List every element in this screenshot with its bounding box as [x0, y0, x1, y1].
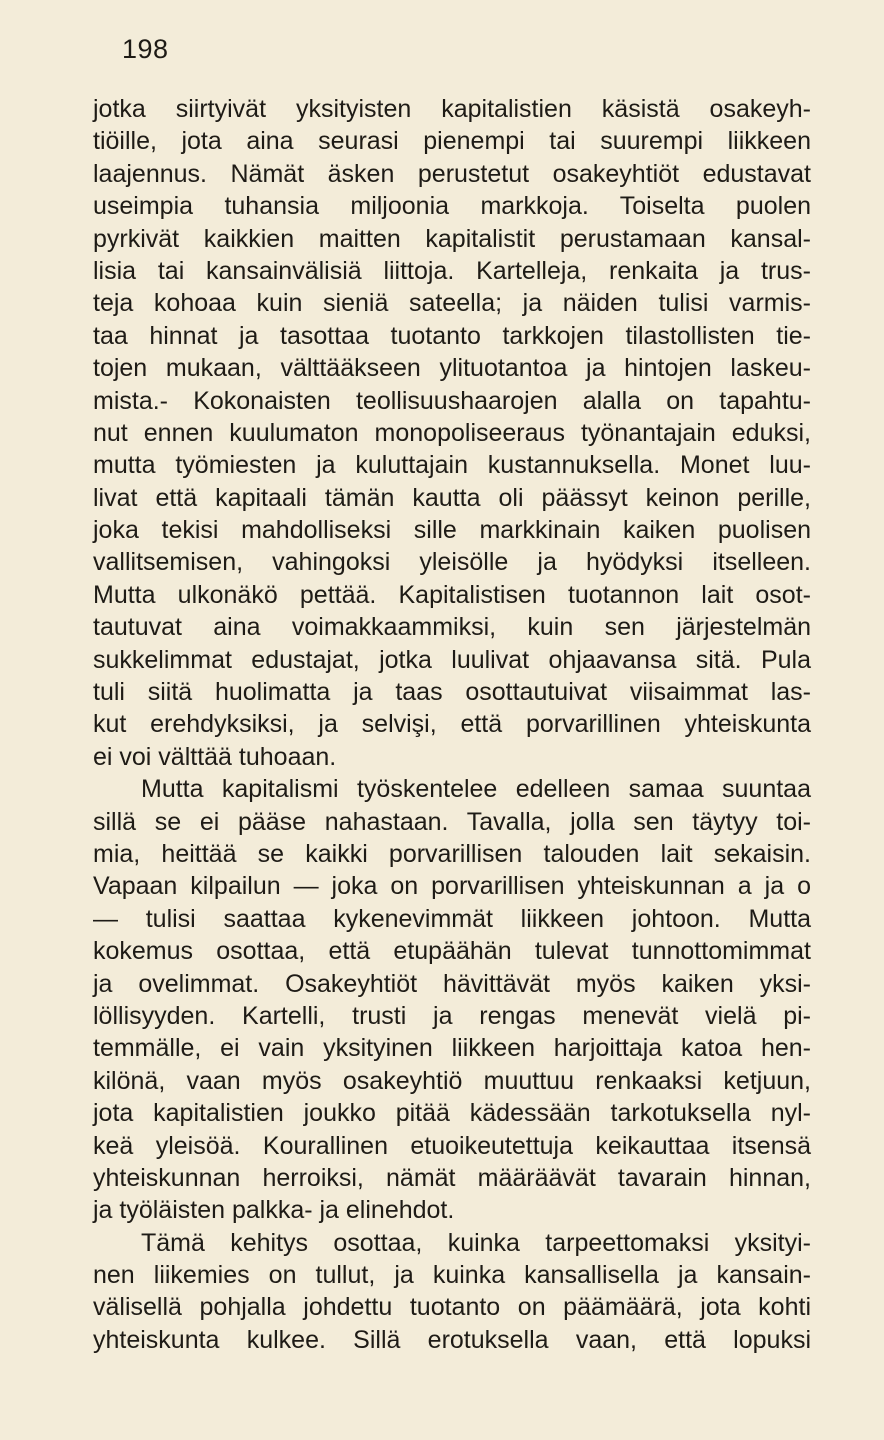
text-line: jotka siirtyivät yksityisten kapitalistien käsistä osakeyh- [93, 95, 811, 123]
text-line: kokemus osottaa, että etupäähän tulevat tunnottomimmat [93, 937, 811, 966]
text-line: tautuvat aina voimakkaammiksi, kuin sen järjestelmän [93, 613, 811, 642]
text-line: kilönä, vaan myös osakeyhtiö muuttuu renkaaksi ketjuun, [93, 1066, 811, 1095]
text-line: temmälle, ei vain yksityinen liikkeen harjoittaja katoa hen- [93, 1034, 811, 1063]
text-line: ja työläisten palkka- ja elinehdot. [93, 1196, 455, 1225]
text-line: Vapaan kilpailun — joka on porvarillisen yhteiskunnan a ja o [93, 872, 811, 901]
text-line: sukkelimmat edustajat, jotka luulivat ohjaavansa sitä. Pula [93, 645, 811, 674]
text-line: laajennus. Nämät äsken perustetut osakeyhtiöt edustavat [93, 159, 811, 188]
text-line: mutta työmiesten ja kuluttajain kustannuksella. Monet luu- [93, 451, 811, 480]
text-line: joka tekisi mahdolliseksi sille markkinain kaiken puolisen [93, 516, 811, 545]
text-line: taa hinnat ja tasottaa tuotanto tarkkojen tilastollisten tie- [93, 321, 811, 350]
text-line: — tulisi saattaa kykenevimmät liikkeen johtoon. Mutta [93, 904, 811, 933]
body-text [93, 93, 811, 1356]
text-line: mista.- Kokonaisten teollisuushaarojen alalla on tapahtu- [93, 386, 811, 415]
text-line: Mutta ulkonäkö pettää. Kapitalistisen tuotannon lait osot- [93, 580, 811, 609]
text-line: vallitsemisen, vahingoksi yleisölle ja hyödyksi itselleen. [93, 548, 811, 577]
text-line: nut ennen kuulumaton monopoliseeraus työnantajain eduksi, [93, 418, 811, 447]
text-line: yhteiskunnan herroiksi, nämät määräävät tavarain hinnan, [93, 1163, 811, 1192]
text-line: nen liikemies on tullut, ja kuinka kansallisella ja kansain- [93, 1261, 811, 1290]
text-line: Mutta kapitalismi työskentelee edelleen samaa suuntaa [141, 775, 811, 804]
text-line: kut erehdyksiksi, ja selvişi, että porvarillinen yhteiskunta [93, 710, 811, 739]
text-line: tiöille, jota aina seurasi pienempi tai suurempi liikkeen [93, 127, 811, 156]
text-line: löllisyyden. Kartelli, trusti ja rengas menevät vielä pi- [93, 1001, 811, 1030]
text-line: ei voi välttää tuhoaan. [93, 742, 337, 771]
text-line: sillä se ei pääse nahastaan. Tavalla, jolla sen täytyy toi- [93, 807, 811, 836]
text-line: pyrkivät kaikkien maitten kapitalistit perustamaan kansal- [93, 224, 811, 253]
text-line: yhteiskunta kulkee. Sillä erotuksella vaan, että lopuksi [93, 1325, 811, 1354]
text-line: ja ovelimmat. Osakeyhtiöt hävittävät myös kaiken yksi- [93, 969, 811, 998]
text-line: tojen mukaan, välttääkseen ylituotantoa ja hintojen laskeu- [93, 354, 811, 383]
text-line: välisellä pohjalla johdettu tuotanto on päämäärä, jota kohti [93, 1293, 811, 1322]
text-line: keä yleisöä. Kourallinen etuoikeutettuja keikauttaa itsensä [93, 1131, 811, 1160]
text-line: jota kapitalistien joukko pitää kädessään tarkotuksella nyl- [93, 1099, 811, 1128]
text-line: teja kohoaa kuin sieniä sateella; ja näiden tulisi varmis- [93, 289, 811, 318]
text-line: tuli siitä huolimatta ja taas osottautuivat viisaimmat las- [93, 678, 811, 707]
page-number: 198 [122, 34, 169, 64]
text-line: livat että kapitaali tämän kautta oli päässyt keinon perille, [93, 483, 811, 512]
text-line: mia, heittää se kaikki porvarillisen talouden lait sekaisin. [93, 839, 811, 868]
text-line: useimpia tuhansia miljoonia markkoja. Toiselta puolen [93, 192, 811, 221]
text-line: Tämä kehitys osottaa, kuinka tarpeettomaksi yksityi- [141, 1228, 811, 1257]
text-line: lisia tai kansainvälisiä liittoja. Kartelleja, renkaita ja trus- [93, 256, 811, 285]
